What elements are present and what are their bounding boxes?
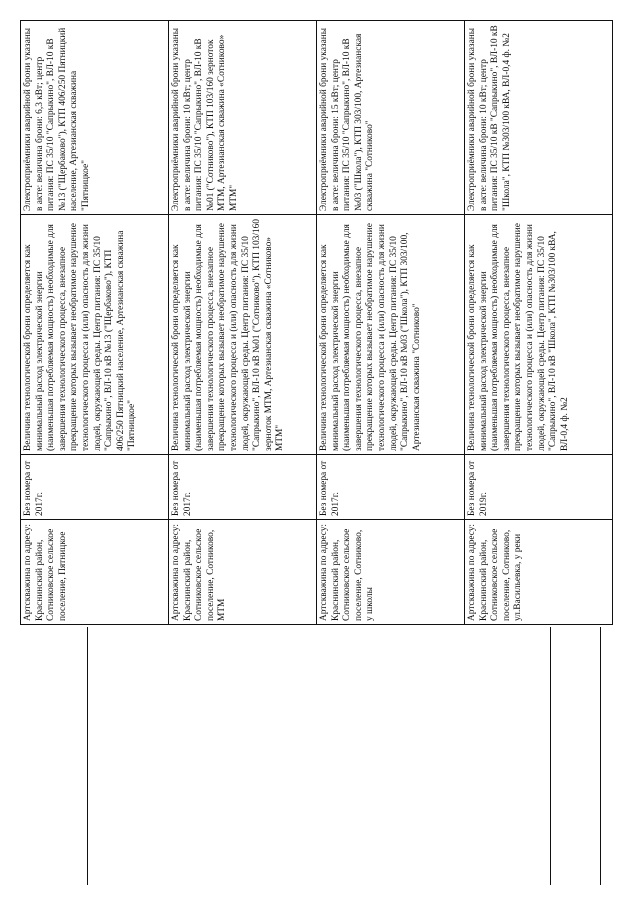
emergency-reserve-cell: Электроприёмники аварийной брони указаны в акте: величина брони: 15 кВт; центр питания: ПС 35/10 "Сапрыкино", ВЛ-10 кВ №03 ("Школа"), КТП 303/100, Артезианская скважина "Сотниково": [317, 21, 465, 215]
tech-reserve-cell: Величина технологической брони определяется как минимальный расход электрической энергии (наименьшая потребляемая мощность) необходимые для завершения технологического процесса, внезапное прекращение которых вызывает необратимое нарушение технологического процесса и (или) опасность для жизни людей, окружающей среды. Центр питания: ПС 35/10 "Сапрыкино", ВЛ-10 кВ "Школа", КТП №303/100 кВА, ВЛ-0,4 ф. №2: [465, 215, 613, 455]
emergency-reserve-cell: Электроприёмники аварийной брони указаны в акте: величина брони: 6,3 кВт; центр питания: ПС 35/10 "Сапрыкино", ВЛ-10 кВ №13 ("Щербаково"), КТП 406/250 Пятницкий население, Артезианская скважина "Пятницкое": [21, 21, 169, 215]
document-cell: Без номера от 2017г.: [317, 455, 465, 520]
document-cell: Без номера от 2017г.: [21, 455, 169, 520]
table-row: [169, 21, 317, 625]
object-cell: Артскважина по адресу: Краснинский район, Сотниковское сельское поселение, Сотниково, у школы: [317, 520, 465, 625]
emergency-reserve-cell: Электроприёмники аварийной брони указаны в акте: величина брони: 10 кВт; центр питания: ПС 35/10 "Сапрыкино", ВЛ-10 кВ №01 ("Сотниково"), КТП 103/160 зерноток МТМ, Артезианская скважина «Сотниково» МТМ": [169, 21, 317, 215]
tech-reserve-cell: Величина технологической брони определяется как минимальный расход электрической энергии (наименьшая потребляемая мощность) необходимые для завершения технологического процесса, внезапное прекращение которых вызывает необратимое нарушение технологического процесса и (или) опасность для жизни людей, окружающей среды. Центр питания: ПС 35/10 "Сапрыкино", ВЛ-10 кВ №03 ("Школа"), КТП 303/100, Артезианская скважина "Сотниково": [317, 215, 465, 455]
form-rule-3: [600, 627, 601, 885]
table-row: [21, 21, 169, 625]
power-reserve-table: [20, 20, 613, 625]
tech-reserve-cell: Величина технологической брони определяется как минимальный расход электрической энергии (наименьшая потребляемая мощность) необходимые для завершения технологического процесса, внезапное прекращение которых вызывает необратимое нарушение технологического процесса и (или) опасность для жизни людей, окружающей среды. Центр питания: ПС 35/10 "Сапрыкино", ВЛ-10 кВ №01 ("Сотниково"), КТП 103/160 зерноток МТМ, Артезианская скважина «Сотниково» МТМ": [169, 215, 317, 455]
object-cell: Артскважина по адресу: Краснинский район, Сотниковское сельское поселение, Сотниково, МТМ: [169, 520, 317, 625]
object-cell: Артскважина по адресу: Краснинский район, Сотниковское сельское поселение, Сотниково, ул.Васильевка, у реки: [465, 520, 613, 625]
form-rule-1: [87, 627, 88, 885]
table-row: [465, 21, 613, 625]
form-rule-2: [550, 627, 551, 885]
tech-reserve-cell: Величина технологической брони определяется как минимальный расход электрической энергии (наименьшая потребляемая мощность) необходимые для завершения технологического процесса, внезапное прекращение которых вызывает необратимое нарушение технологического процесса и (или) опасность для жизни людей, окружающей среды. Центр питания: ПС 35/10 "Сапрыкино", ВЛ-10 кВ №13 ("Щербаково"), КТП 406/250 Пятницкий население, Артезианская скважина "Пятницкое": [21, 215, 169, 455]
object-cell: Артскважина по адресу: Краснинский район, Сотниковское сельское поселение, Пятницкое: [21, 520, 169, 625]
document-cell: Без номера от 2019г.: [465, 455, 613, 520]
document-cell: Без номера от 2017г.: [169, 455, 317, 520]
emergency-reserve-cell: Электроприёмники аварийной брони указаны в акте: величина брони: 10 кВт; центр питания: ПС 35/10 кВ "Сапрыкино", ВЛ-10 кВ "Школа", КТП №303/100 кВА, ВЛ-0,4 ф. №2: [465, 21, 613, 215]
table-row: [317, 21, 465, 625]
